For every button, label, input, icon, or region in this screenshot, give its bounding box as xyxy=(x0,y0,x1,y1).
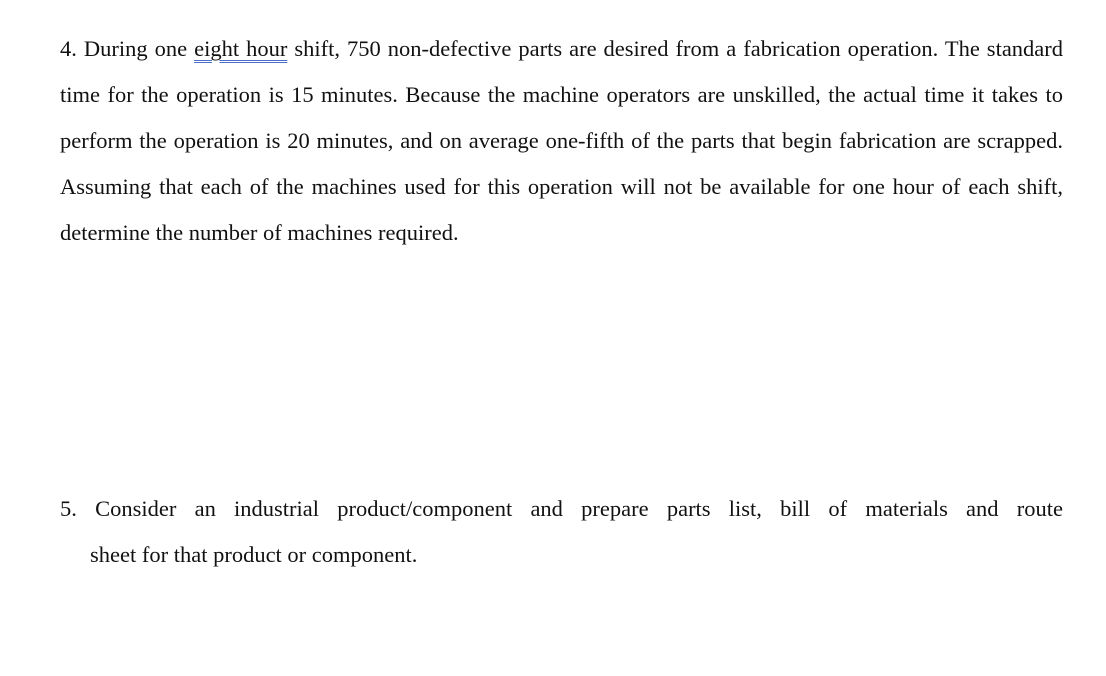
question-5 xyxy=(60,486,1063,578)
question-text: shift, 750 non-defective parts are desired from a fabrication operation. The standard time for the operation is 15 minutes. Because the machine operators are unskilled, the actual time it takes to perform the operation is 20 minutes, and on average one-fifth of the parts that begin fabrication are scrapped. Assuming that each of the machines used for this operation will not be available for one hour of each shift, determine the number of machines required. xyxy=(60,36,1064,245)
question-number: 4. xyxy=(60,36,77,61)
question-text: Consider an industrial product/component and prepare parts list, bill of materials and route xyxy=(95,496,1063,521)
question-text-continuation: sheet for that product or component. xyxy=(90,542,418,567)
question-4 xyxy=(60,26,1063,256)
question-line xyxy=(60,486,1063,532)
question-number: 5. xyxy=(60,496,77,521)
grammar-flagged-text[interactable]: eight hour xyxy=(194,36,288,61)
question-text: During one xyxy=(83,36,188,61)
